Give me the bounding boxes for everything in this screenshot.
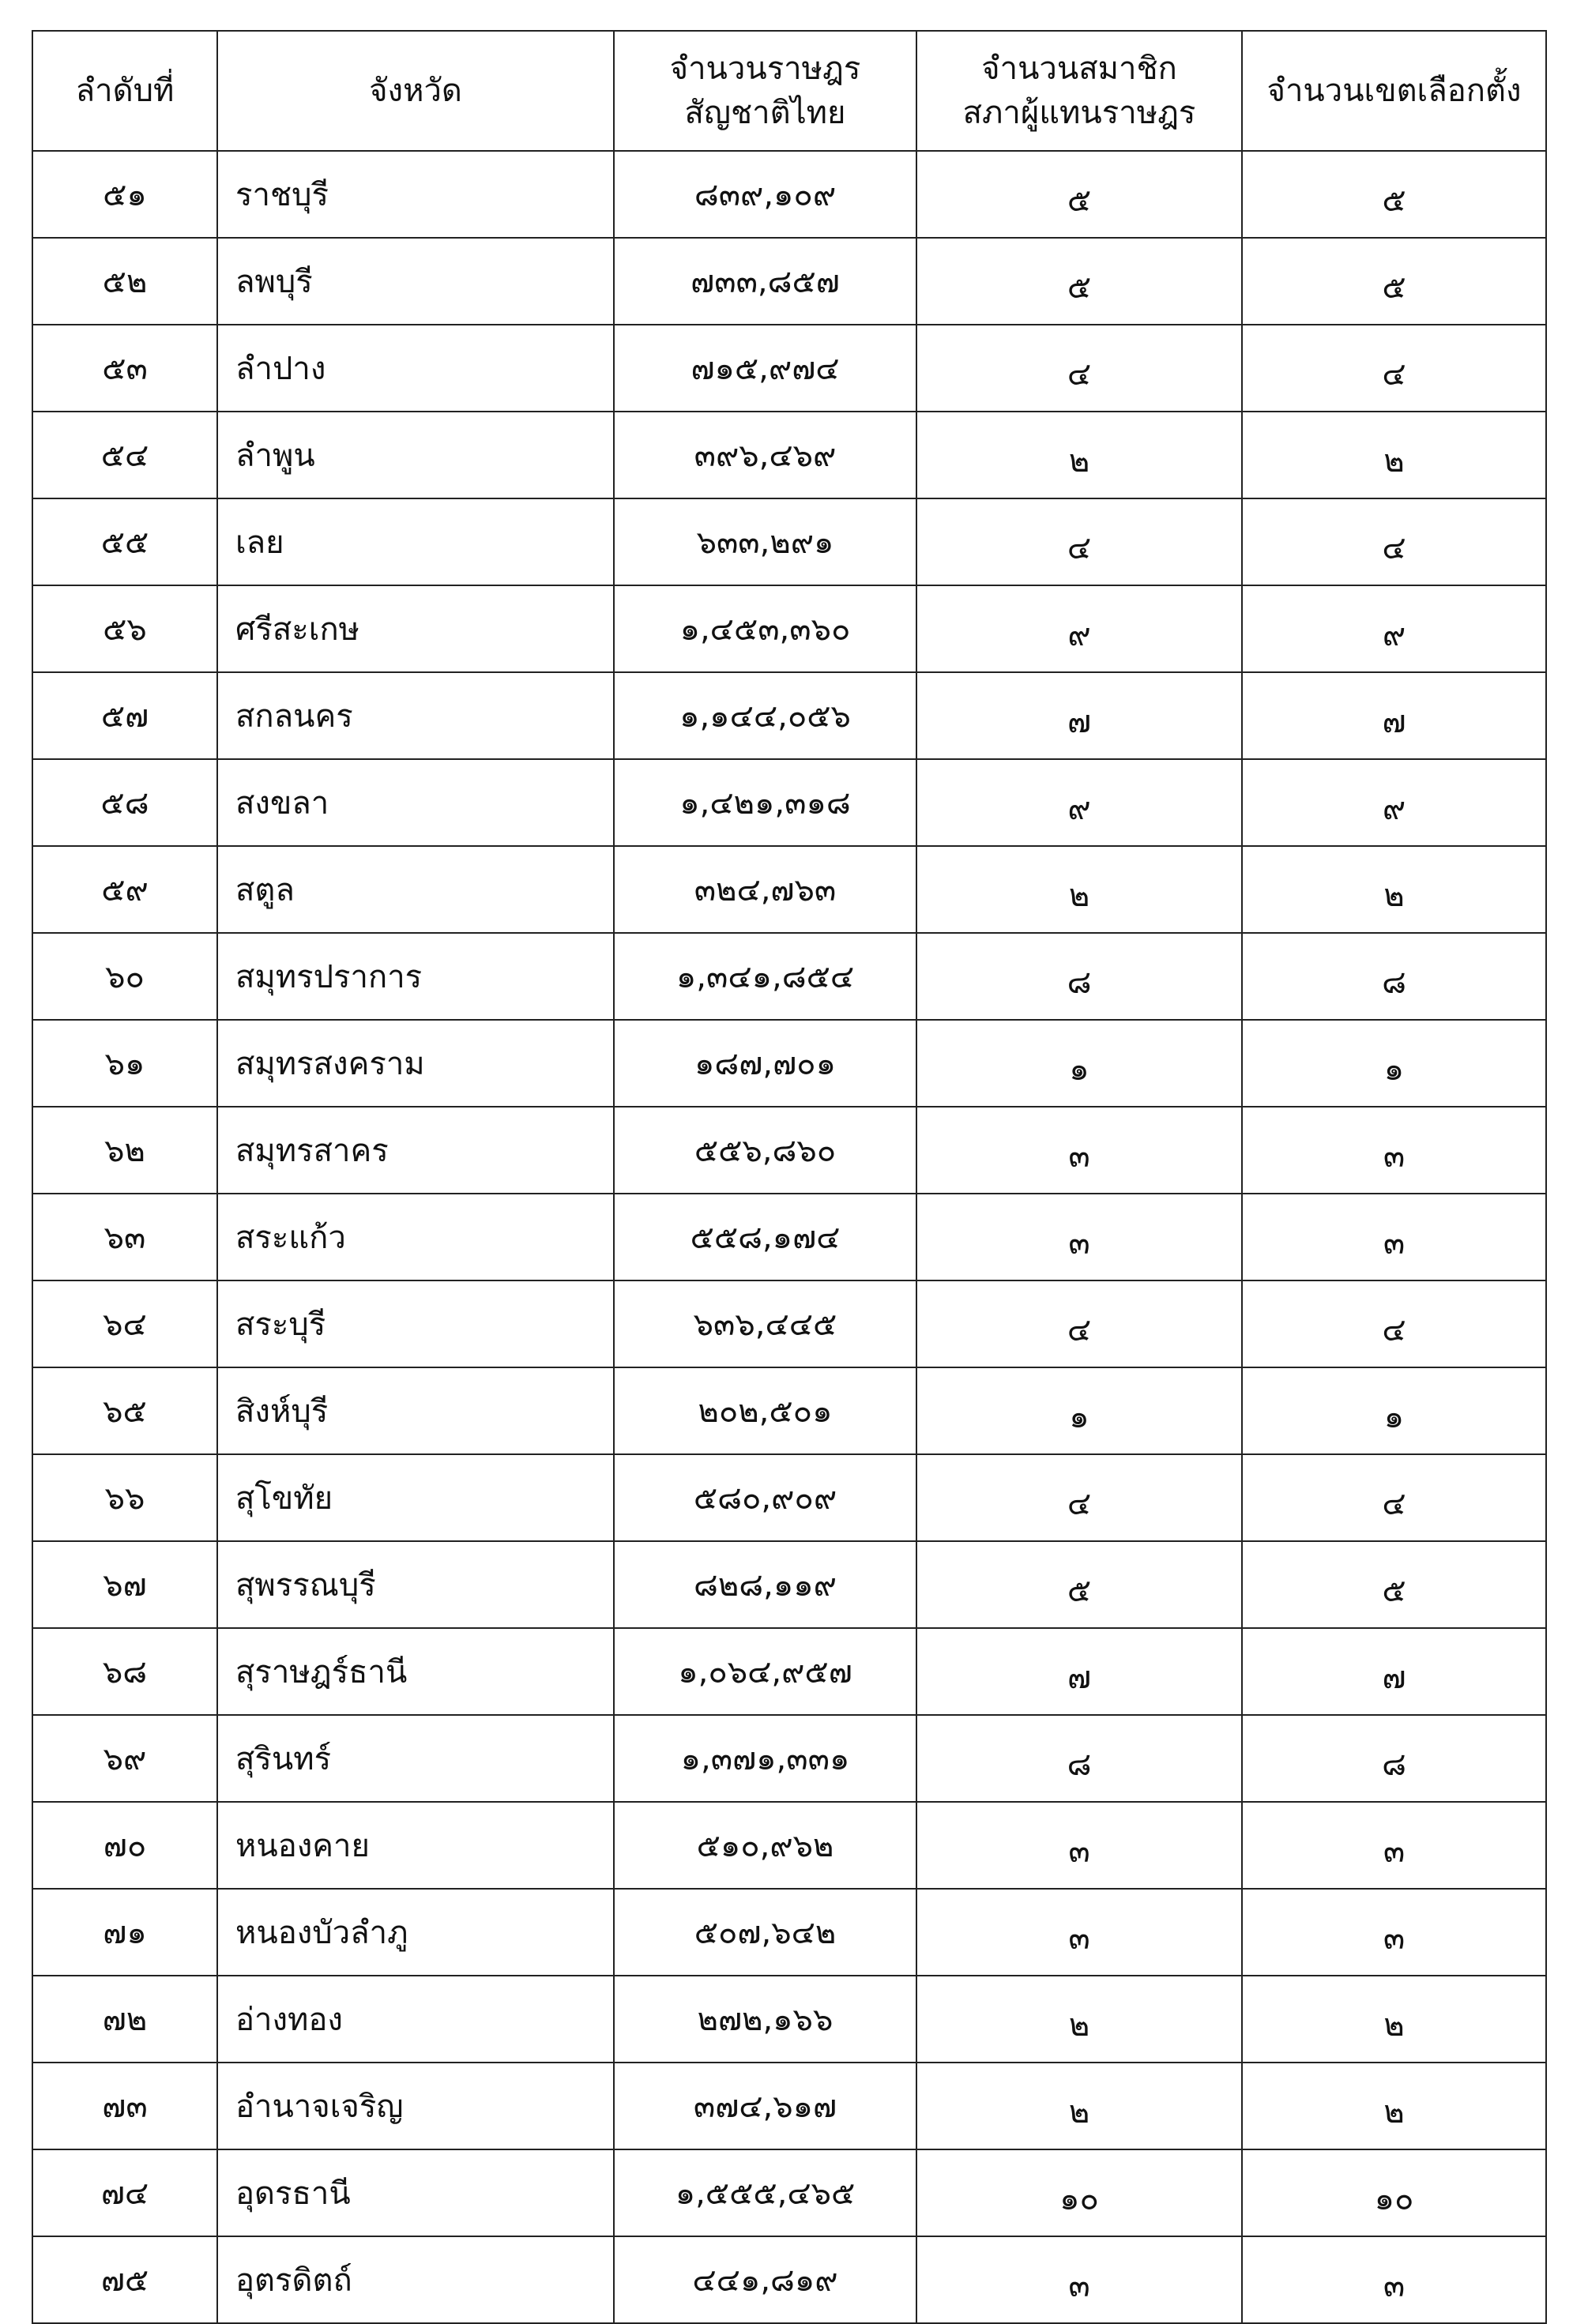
mp-count: ๒ [916, 2063, 1242, 2149]
province-name: สมุทรปราการ [217, 933, 614, 1020]
table-row [32, 2149, 1546, 2236]
table-row [32, 585, 1546, 672]
population-count: ๓๗๔,๖๑๗ [614, 2063, 916, 2149]
document-page [32, 30, 1545, 2324]
province-name: อุตรดิตถ์ [217, 2236, 614, 2323]
population-count: ๕๘๐,๙๐๙ [614, 1454, 916, 1541]
district-count: ๕ [1242, 151, 1546, 238]
table-row [32, 1280, 1546, 1367]
header-province: จังหวัด [217, 31, 614, 151]
district-count: ๓ [1242, 1802, 1546, 1889]
row-number: ๕๗ [32, 672, 217, 759]
row-number: ๖๕ [32, 1367, 217, 1454]
population-count: ๑,๓๗๑,๓๓๑ [614, 1715, 916, 1802]
table-row [32, 672, 1546, 759]
table-row [32, 1020, 1546, 1107]
mp-count: ๓ [916, 1194, 1242, 1280]
row-number: ๖๗ [32, 1541, 217, 1628]
mp-count: ๕ [916, 151, 1242, 238]
header-districts: จำนวนเขตเลือกตั้ง [1242, 31, 1546, 151]
row-number: ๗๔ [32, 2149, 217, 2236]
row-number: ๕๓ [32, 325, 217, 412]
population-count: ๗๑๕,๙๗๔ [614, 325, 916, 412]
header-mps-line2: สภาผู้แทนราษฎร [962, 95, 1196, 131]
table-row [32, 1541, 1546, 1628]
district-count: ๓ [1242, 1107, 1546, 1194]
mp-count: ๙ [916, 585, 1242, 672]
district-count: ๘ [1242, 933, 1546, 1020]
province-name: อำนาจเจริญ [217, 2063, 614, 2149]
mp-count: ๕ [916, 238, 1242, 325]
mp-count: ๑๐ [916, 2149, 1242, 2236]
population-count: ๓๒๔,๗๖๓ [614, 846, 916, 933]
table-row [32, 2063, 1546, 2149]
mp-count: ๒ [916, 1976, 1242, 2063]
row-number: ๗๐ [32, 1802, 217, 1889]
header-no: ลำดับที่ [32, 31, 217, 151]
row-number: ๖๑ [32, 1020, 217, 1107]
mp-count: ๒ [916, 412, 1242, 498]
table-row [32, 1194, 1546, 1280]
row-number: ๖๐ [32, 933, 217, 1020]
table-row [32, 1454, 1546, 1541]
table-row [32, 1628, 1546, 1715]
province-name: สุราษฎร์ธานี [217, 1628, 614, 1715]
population-count: ๑,๕๕๕,๔๖๕ [614, 2149, 916, 2236]
mp-count: ๑ [916, 1020, 1242, 1107]
table-header [32, 31, 1546, 151]
district-count: ๕ [1242, 1541, 1546, 1628]
row-number: ๕๕ [32, 498, 217, 585]
population-count: ๗๓๓,๘๕๗ [614, 238, 916, 325]
row-number: ๕๒ [32, 238, 217, 325]
province-name: สุพรรณบุรี [217, 1541, 614, 1628]
province-name: หนองบัวลำภู [217, 1889, 614, 1976]
province-name: สระบุรี [217, 1280, 614, 1367]
mp-count: ๑ [916, 1367, 1242, 1454]
population-count: ๕๕๘,๑๗๔ [614, 1194, 916, 1280]
mp-count: ๘ [916, 933, 1242, 1020]
province-name: สุรินทร์ [217, 1715, 614, 1802]
district-count: ๑ [1242, 1020, 1546, 1107]
row-number: ๗๕ [32, 2236, 217, 2323]
population-count: ๕๕๖,๘๖๐ [614, 1107, 916, 1194]
population-count: ๖๓๖,๔๔๕ [614, 1280, 916, 1367]
population-count: ๑,๔๒๑,๓๑๘ [614, 759, 916, 846]
mp-count: ๔ [916, 1454, 1242, 1541]
district-count: ๒ [1242, 2063, 1546, 2149]
mp-count: ๔ [916, 1280, 1242, 1367]
population-count: ๘๒๘,๑๑๙ [614, 1541, 916, 1628]
population-count: ๖๓๓,๒๙๑ [614, 498, 916, 585]
population-count: ๒๐๒,๕๐๑ [614, 1367, 916, 1454]
province-name: ลำพูน [217, 412, 614, 498]
district-count: ๕ [1242, 238, 1546, 325]
mp-count: ๔ [916, 498, 1242, 585]
population-count: ๑,๐๖๔,๙๕๗ [614, 1628, 916, 1715]
population-count: ๘๓๙,๑๐๙ [614, 151, 916, 238]
district-count: ๔ [1242, 1454, 1546, 1541]
table-row [32, 412, 1546, 498]
row-number: ๗๑ [32, 1889, 217, 1976]
province-name: อ่างทอง [217, 1976, 614, 2063]
row-number: ๕๔ [32, 412, 217, 498]
mp-count: ๕ [916, 1541, 1242, 1628]
district-count: ๑๐ [1242, 2149, 1546, 2236]
district-count: ๓ [1242, 1889, 1546, 1976]
table-row [32, 933, 1546, 1020]
header-mps-line1: จำนวนสมาชิก [981, 51, 1177, 87]
row-number: ๗๒ [32, 1976, 217, 2063]
mp-count: ๓ [916, 1107, 1242, 1194]
row-number: ๕๑ [32, 151, 217, 238]
table-row [32, 846, 1546, 933]
mp-count: ๔ [916, 325, 1242, 412]
row-number: ๕๙ [32, 846, 217, 933]
district-count: ๘ [1242, 1715, 1546, 1802]
province-name: สกลนคร [217, 672, 614, 759]
district-count: ๒ [1242, 412, 1546, 498]
row-number: ๖๖ [32, 1454, 217, 1541]
population-count: ๔๔๑,๘๑๙ [614, 2236, 916, 2323]
header-population-line1: จำนวนราษฎร [669, 51, 861, 87]
district-count: ๔ [1242, 1280, 1546, 1367]
header-population-line2: สัญชาติไทย [684, 95, 846, 131]
district-count: ๔ [1242, 325, 1546, 412]
district-count: ๙ [1242, 585, 1546, 672]
table-row [32, 498, 1546, 585]
header-mps [916, 31, 1242, 151]
population-count: ๒๗๒,๑๖๖ [614, 1976, 916, 2063]
province-name: สุโขทัย [217, 1454, 614, 1541]
row-number: ๖๔ [32, 1280, 217, 1367]
district-count: ๒ [1242, 1976, 1546, 2063]
table-body [32, 151, 1546, 2323]
population-count: ๑,๑๔๔,๐๕๖ [614, 672, 916, 759]
table-row [32, 1976, 1546, 2063]
table-row [32, 1367, 1546, 1454]
district-count: ๓ [1242, 2236, 1546, 2323]
province-name: สมุทรสาคร [217, 1107, 614, 1194]
province-name: สมุทรสงคราม [217, 1020, 614, 1107]
row-number: ๖๓ [32, 1194, 217, 1280]
mp-count: ๘ [916, 1715, 1242, 1802]
province-name: ศรีสะเกษ [217, 585, 614, 672]
header-row [32, 31, 1546, 151]
table-row [32, 1715, 1546, 1802]
mp-count: ๓ [916, 1802, 1242, 1889]
row-number: ๖๒ [32, 1107, 217, 1194]
table-row [32, 1107, 1546, 1194]
table-row [32, 238, 1546, 325]
row-number: ๕๖ [32, 585, 217, 672]
table-row [32, 1802, 1546, 1889]
mp-count: ๒ [916, 846, 1242, 933]
district-count: ๗ [1242, 1628, 1546, 1715]
table-row [32, 759, 1546, 846]
province-name: หนองคาย [217, 1802, 614, 1889]
population-count: ๕๐๗,๖๔๒ [614, 1889, 916, 1976]
table-row [32, 2236, 1546, 2323]
population-count: ๑,๔๕๓,๓๖๐ [614, 585, 916, 672]
district-count: ๙ [1242, 759, 1546, 846]
province-name: ลพบุรี [217, 238, 614, 325]
district-count: ๔ [1242, 498, 1546, 585]
table-row [32, 325, 1546, 412]
row-number: ๕๘ [32, 759, 217, 846]
district-count: ๒ [1242, 846, 1546, 933]
row-number: ๖๘ [32, 1628, 217, 1715]
header-population [614, 31, 916, 151]
province-name: สิงห์บุรี [217, 1367, 614, 1454]
mp-count: ๙ [916, 759, 1242, 846]
row-number: ๗๓ [32, 2063, 217, 2149]
district-count: ๓ [1242, 1194, 1546, 1280]
mp-count: ๗ [916, 1628, 1242, 1715]
population-count: ๑๘๗,๗๐๑ [614, 1020, 916, 1107]
row-number: ๖๙ [32, 1715, 217, 1802]
mp-count: ๗ [916, 672, 1242, 759]
table-row [32, 1889, 1546, 1976]
population-count: ๑,๓๔๑,๘๕๔ [614, 933, 916, 1020]
province-name: ลำปาง [217, 325, 614, 412]
population-count: ๕๑๐,๙๖๒ [614, 1802, 916, 1889]
province-name: ราชบุรี [217, 151, 614, 238]
population-count: ๓๙๖,๔๖๙ [614, 412, 916, 498]
province-name: อุดรธานี [217, 2149, 614, 2236]
mp-count: ๓ [916, 2236, 1242, 2323]
province-name: เลย [217, 498, 614, 585]
mp-count: ๓ [916, 1889, 1242, 1976]
district-count: ๗ [1242, 672, 1546, 759]
table-row [32, 151, 1546, 238]
district-count: ๑ [1242, 1367, 1546, 1454]
province-name: สระแก้ว [217, 1194, 614, 1280]
constituency-table [32, 30, 1547, 2324]
province-name: สงขลา [217, 759, 614, 846]
province-name: สตูล [217, 846, 614, 933]
